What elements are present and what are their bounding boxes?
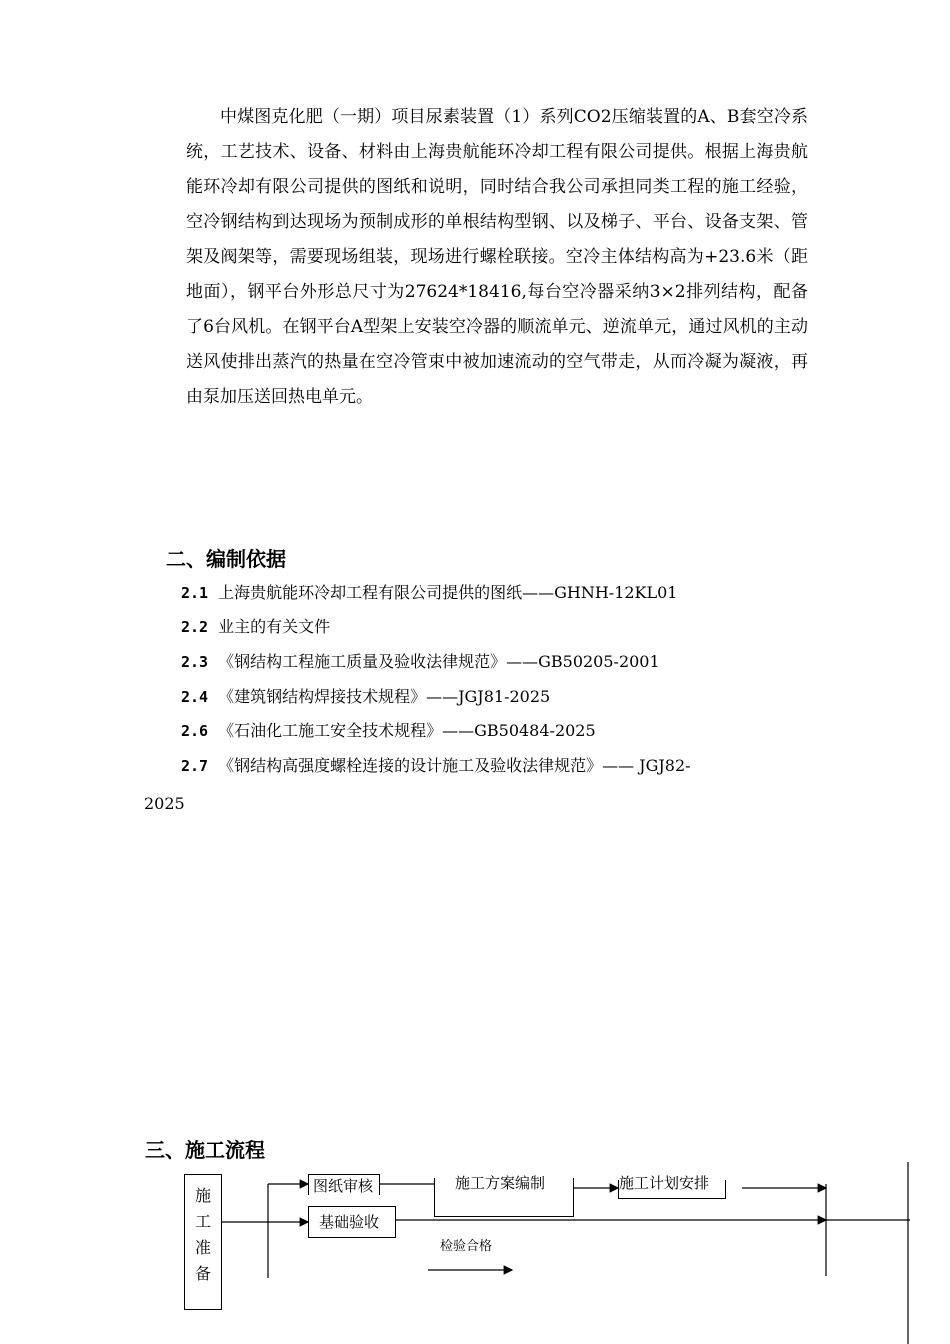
box-label: 图纸审核 — [313, 1177, 374, 1195]
box-foundation-acceptance — [308, 1206, 396, 1238]
reference-text: 《石油化工施工安全技术规程》——GB50484-2025 — [218, 721, 596, 740]
reference-text: 《钢结构工程施工质量及验收法律规范》——GB50205-2001 — [218, 652, 660, 671]
reference-item — [181, 617, 811, 637]
stage-construction-prep — [184, 1174, 222, 1310]
reference-text: 《钢结构高强度螺栓连接的设计施工及验收法律规范》—— JGJ82- — [218, 756, 691, 775]
box-drawing-review — [308, 1174, 380, 1195]
reference-number: 2.2 — [181, 618, 209, 636]
label-inspection-pass: 检验合格 — [440, 1239, 493, 1254]
intro-paragraph: 中煤图克化肥（一期）项目尿素装置（1）系列CO2压缩装置的A、B套空冷系统，工艺技术、设备、材料由上海贵航能环冷却工程有限公司提供。根据上海贵航能环冷却有限公司提供的图纸和说明，同时结合我公司承担同类工程的施工经验，空冷钢结构到达现场为预制成形的单根结构型钢、以及梯子、平台、设备支架、管架及阀架等，需要现场组装，现场进行螺栓联接。空冷主体结构高为+23.6米（距地面），钢平台外形总尺寸为27624*18416,每台空冷器采纳3×2排列结构，配备了6台风机。在钢平台A型架上安装空冷器的顺流单元、逆流单元，通过风机的主动送风使排出蒸汽的热量在空冷管束中被加速流动的空气带走，从而冷凝为凝液，再由泵加压送回热电单元。 — [186, 107, 808, 407]
intro-section — [186, 100, 808, 415]
stage-char: 工 — [194, 1212, 211, 1231]
reference-number: 2.3 — [181, 653, 209, 671]
reference-item — [181, 721, 811, 741]
section-2-heading: 二、编制依据 — [166, 547, 286, 571]
reference-text: 上海贵航能环冷却工程有限公司提供的图纸——GHNH-12KL01 — [218, 583, 678, 602]
reference-number: 2.7 — [181, 757, 209, 775]
stage-char: 备 — [194, 1264, 211, 1283]
section-3-heading: 三、施工流程 — [145, 1138, 265, 1162]
reference-item — [144, 756, 811, 813]
box-label: 基础验收 — [319, 1213, 380, 1231]
stage-char: 施 — [194, 1186, 211, 1205]
reference-number: 2.4 — [181, 688, 209, 706]
stage-char: 准 — [194, 1238, 211, 1257]
reference-item — [181, 652, 811, 672]
box-construction-schedule — [618, 1174, 726, 1199]
reference-text: 业主的有关文件 — [218, 617, 331, 636]
reference-text-continued: 2025 — [144, 794, 185, 813]
box-label: 施工方案编制 — [455, 1174, 546, 1192]
box-label: 施工计划安排 — [619, 1174, 710, 1192]
reference-item — [181, 583, 811, 603]
reference-item — [181, 687, 811, 707]
reference-number: 2.1 — [181, 584, 209, 602]
reference-text: 《建筑钢结构焊接技术规程》——JGJ81-2025 — [218, 687, 551, 706]
box-construction-plan — [434, 1174, 574, 1217]
reference-number: 2.6 — [181, 722, 209, 740]
